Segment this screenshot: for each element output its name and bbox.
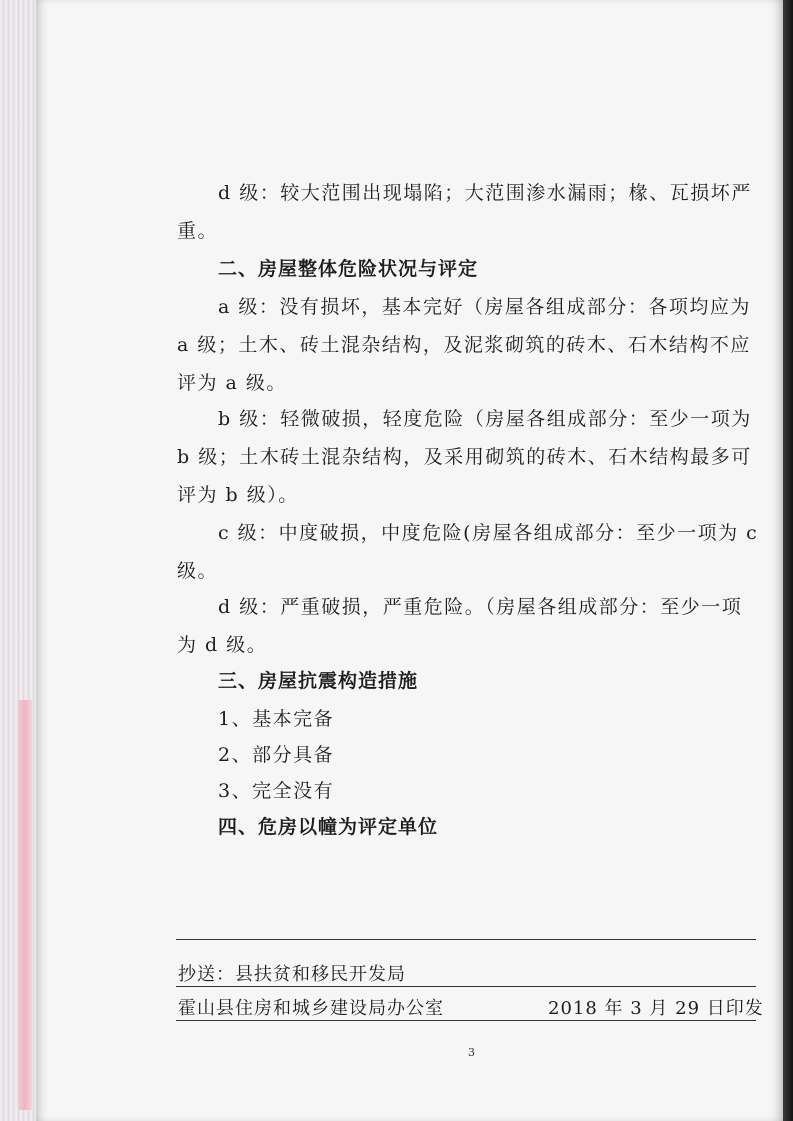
text-line-c-grade-2: 级。 bbox=[177, 560, 219, 582]
text-line-a-grade-1: a 级：没有损坏，基本完好（房屋各组成部分：各项均应为 bbox=[218, 296, 751, 318]
list-item-1: 1、基本完备 bbox=[218, 708, 335, 730]
text-line-a-grade-2: a 级；土木、砖土混杂结构，及泥浆砌筑的砖木、石木结构不应 bbox=[177, 334, 751, 356]
footer-rule-middle bbox=[176, 986, 756, 987]
text-line-d-grade-part2: 重。 bbox=[177, 220, 219, 242]
footer-cc: 抄送：县扶贫和移民开发局 bbox=[178, 964, 406, 985]
text-line-c-grade-1: c 级：中度破损，中度危险(房屋各组成部分：至少一项为 c bbox=[218, 522, 759, 544]
list-item-2: 2、部分具备 bbox=[218, 744, 335, 766]
text-line-d-grade-part1: d 级：较大范围出现塌陷；大范围渗水漏雨；椽、瓦损坏严 bbox=[218, 182, 752, 204]
section-heading-3: 三、房屋抗震构造措施 bbox=[218, 670, 419, 692]
footer-rule-top bbox=[176, 939, 756, 940]
pink-page-tab bbox=[18, 700, 32, 1110]
text-line-d-grade-2: 为 d 级。 bbox=[177, 634, 268, 656]
text-line-b-grade-3: 评为 b 级）。 bbox=[177, 484, 299, 506]
text-line-a-grade-3: 评为 a 级。 bbox=[177, 372, 287, 394]
section-heading-4: 四、危房以幢为评定单位 bbox=[218, 816, 439, 838]
text-line-d-grade-1: d 级：严重破损，严重危险。（房屋各组成部分：至少一项 bbox=[218, 596, 743, 618]
document-page bbox=[36, 0, 784, 1121]
page-number: 3 bbox=[468, 1046, 475, 1059]
text-line-b-grade-1: b 级：轻微破损，轻度危险（房屋各组成部分：至少一项为 bbox=[218, 408, 752, 430]
text-line-b-grade-2: b 级；土木砖土混杂结构，及采用砌筑的砖木、石木结构最多可 bbox=[177, 446, 752, 468]
footer-rule-bottom bbox=[176, 1020, 756, 1021]
list-item-3: 3、完全没有 bbox=[218, 780, 335, 802]
footer-issuer: 霍山县住房和城乡建设局办公室 bbox=[178, 998, 444, 1019]
book-page-edges bbox=[0, 0, 40, 1121]
section-heading-2: 二、房屋整体危险状况与评定 bbox=[218, 258, 479, 280]
footer-date: 2018 年 3 月 29 日印发 bbox=[548, 998, 764, 1019]
page-right-shadow bbox=[783, 0, 793, 1121]
